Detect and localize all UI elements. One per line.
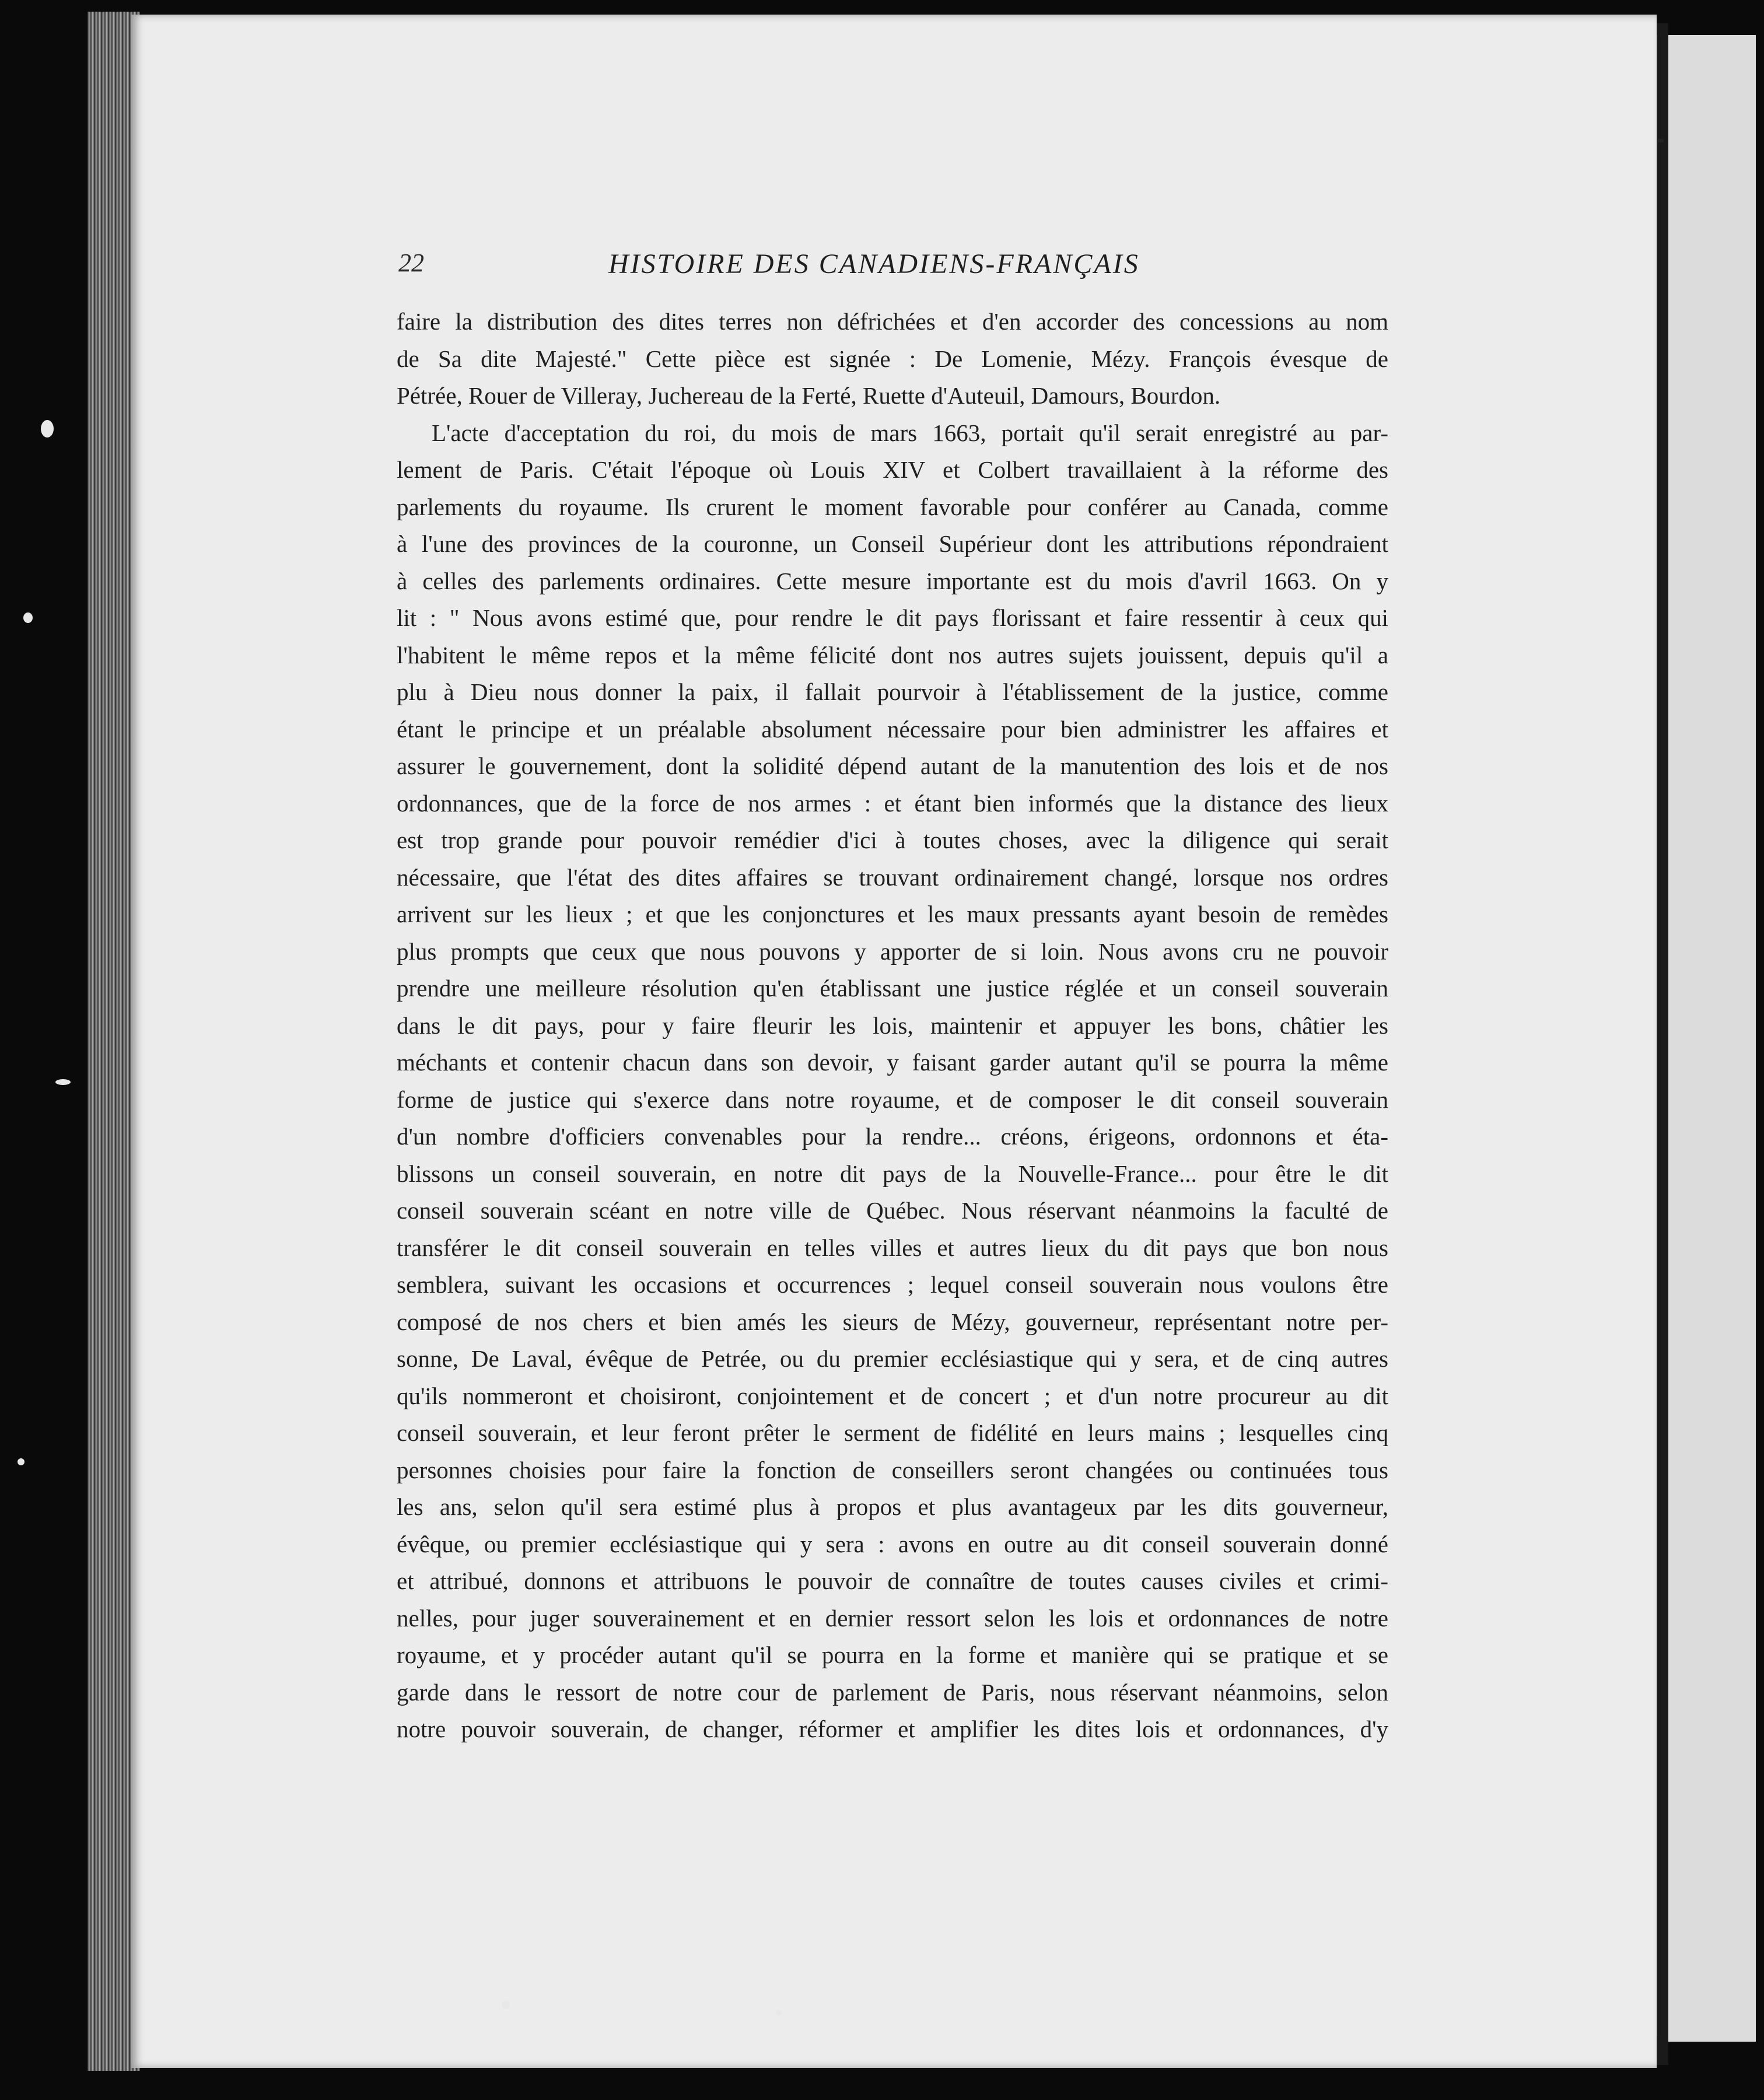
book-gutter bbox=[1657, 23, 1668, 2065]
text-line: d'un nombre d'officiers convenables pour la rendre... créons, érigeons, ordonnons et éta- bbox=[397, 1123, 1388, 1150]
text-line: qu'ils nommeront et choisiront, conjointement et de concert ; et d'un notre procureur au dit bbox=[397, 1382, 1388, 1409]
text-line: conseil souverain, et leur feront prêter le serment de fidélité en leurs mains ; lesquelles cinq bbox=[397, 1419, 1388, 1446]
text-line: plu à Dieu nous donner la paix, il fallait pourvoir à l'établissement de la justice, comme bbox=[397, 678, 1388, 705]
text-line: les ans, selon qu'il sera estimé plus à propos et plus avantageux par les dits gouverneur, bbox=[397, 1493, 1388, 1520]
text-line: parlements du royaume. Ils crurent le moment favorable pour conférer au Canada, comme bbox=[397, 493, 1388, 520]
body-text bbox=[397, 303, 1388, 1748]
text-line: plus prompts que ceux que nous pouvons y apporter de si loin. Nous avons cru ne pouvoir bbox=[397, 937, 1388, 965]
text-line: forme de justice qui s'exerce dans notre royaume, et de composer le dit conseil souverain bbox=[397, 1086, 1388, 1113]
running-title: HISTOIRE DES CANADIENS-FRANÇAIS bbox=[608, 249, 1140, 279]
scan-speck bbox=[23, 612, 33, 623]
scan-speck bbox=[502, 2001, 510, 2009]
page-number: 22 bbox=[398, 249, 424, 277]
text-line: garde dans le ressort de notre cour de parlement de Paris, nous réservant néanmoins, selon bbox=[397, 1678, 1388, 1706]
text-line: personnes choisies pour faire la fonction de conseillers seront changées ou continuées tous bbox=[397, 1456, 1388, 1483]
text-line: et attribué, donnons et attribuons le pouvoir de connaître de toutes causes civiles et crimi- bbox=[397, 1567, 1388, 1594]
scan-speck bbox=[55, 1079, 71, 1085]
text-line: dans le dit pays, pour y faire fleurir les lois, maintenir et appuyer les bons, châtier les bbox=[397, 1012, 1388, 1039]
text-line: conseil souverain scéant en notre ville de Québec. Nous réservant néanmoins la faculté de bbox=[397, 1197, 1388, 1224]
text-line: arrivent sur les lieux ; et que les conjonctures et les maux pressants ayant besoin de remèdes bbox=[397, 901, 1388, 928]
text-line: royaume, et y procéder autant qu'il se pourra en la forme et manière qui se pratique et se bbox=[397, 1642, 1388, 1668]
text-line: sonne, De Laval, évêque de Petrée, ou du premier ecclésiastique qui y sera, et de cinq autres bbox=[397, 1345, 1388, 1372]
text-line: prendre une meilleure résolution qu'en établissant une justice réglée et un conseil souverain bbox=[397, 975, 1388, 1002]
text-line: ordonnances, que de la force de nos armes : et étant bien informés que la distance des lieux bbox=[397, 789, 1388, 817]
text-line: lement de Paris. C'était l'époque où Louis XIV et Colbert travaillaient à la réforme des bbox=[397, 456, 1388, 483]
text-line: de Sa dite Majesté." Cette pièce est signée : De Lomenie, Mézy. François évesque de bbox=[397, 345, 1388, 372]
text-line: l'habitent le même repos et la même félicité dont nos autres sujets jouissent, depuis qu'il a bbox=[397, 641, 1388, 668]
text-line: L'acte d'acceptation du roi, du mois de mars 1663, portait qu'il serait enregistré au par- bbox=[432, 419, 1388, 446]
text-line: nécessaire, que l'état des dites affaires se trouvant ordinairement changé, lorsque nos ordres bbox=[397, 863, 1388, 891]
page-header bbox=[398, 248, 1676, 289]
text-line: nelles, pour juger souverainement et en dernier ressort selon les lois et ordonnances de notre bbox=[397, 1604, 1388, 1632]
text-line: composé de nos chers et bien amés les sieurs de Mézy, gouverneur, représentant notre per- bbox=[397, 1308, 1388, 1335]
scan-speck bbox=[18, 1458, 24, 1465]
scan-speck bbox=[776, 2010, 782, 2015]
text-line: Pétrée, Rouer de Villeray, Juchereau de la Ferté, Ruette d'Auteuil, Damours, Bourdon. bbox=[397, 382, 1221, 409]
text-line: à l'une des provinces de la couronne, un Conseil Supérieur dont les attributions répondraient bbox=[397, 530, 1388, 557]
facing-page bbox=[1668, 35, 1756, 2042]
scan-speck bbox=[41, 420, 54, 438]
text-line: assurer le gouvernement, dont la solidité dépend autant de la manutention des lois et de nos bbox=[397, 752, 1388, 779]
text-line: semblera, suivant les occasions et occurrences ; lequel conseil souverain nous voulons être bbox=[397, 1271, 1388, 1298]
text-line: méchants et contenir chacun dans son devoir, y faisant garder autant qu'il se pourra la même bbox=[397, 1049, 1388, 1076]
text-line: notre pouvoir souverain, de changer, réformer et amplifier les dites lois et ordonnances, d'y bbox=[397, 1716, 1388, 1742]
text-line: à celles des parlements ordinaires. Cette mesure importante est du mois d'avril 1663. On y bbox=[397, 567, 1388, 594]
text-line: faire la distribution des dites terres non défrichées et d'en accorder des concessions au nom bbox=[397, 308, 1388, 335]
text-line: lit : " Nous avons estimé que, pour rendre le dit pays florissant et faire ressentir à ceux qui bbox=[397, 604, 1388, 631]
text-line: blissons un conseil souverain, en notre dit pays de la Nouvelle-France... pour être le dit bbox=[397, 1160, 1388, 1187]
text-line: étant le principe et un préalable absolument nécessaire pour bien administrer les affaires et bbox=[397, 715, 1388, 743]
text-line: évêque, ou premier ecclésiastique qui y sera : avons en outre au dit conseil souverain donné bbox=[397, 1530, 1388, 1558]
text-line: transférer le dit conseil souverain en telles villes et autres lieux du dit pays que bon nous bbox=[397, 1234, 1388, 1261]
text-line: est trop grande pour pouvoir remédier d'ici à toutes choses, avec la diligence qui serait bbox=[397, 827, 1388, 853]
